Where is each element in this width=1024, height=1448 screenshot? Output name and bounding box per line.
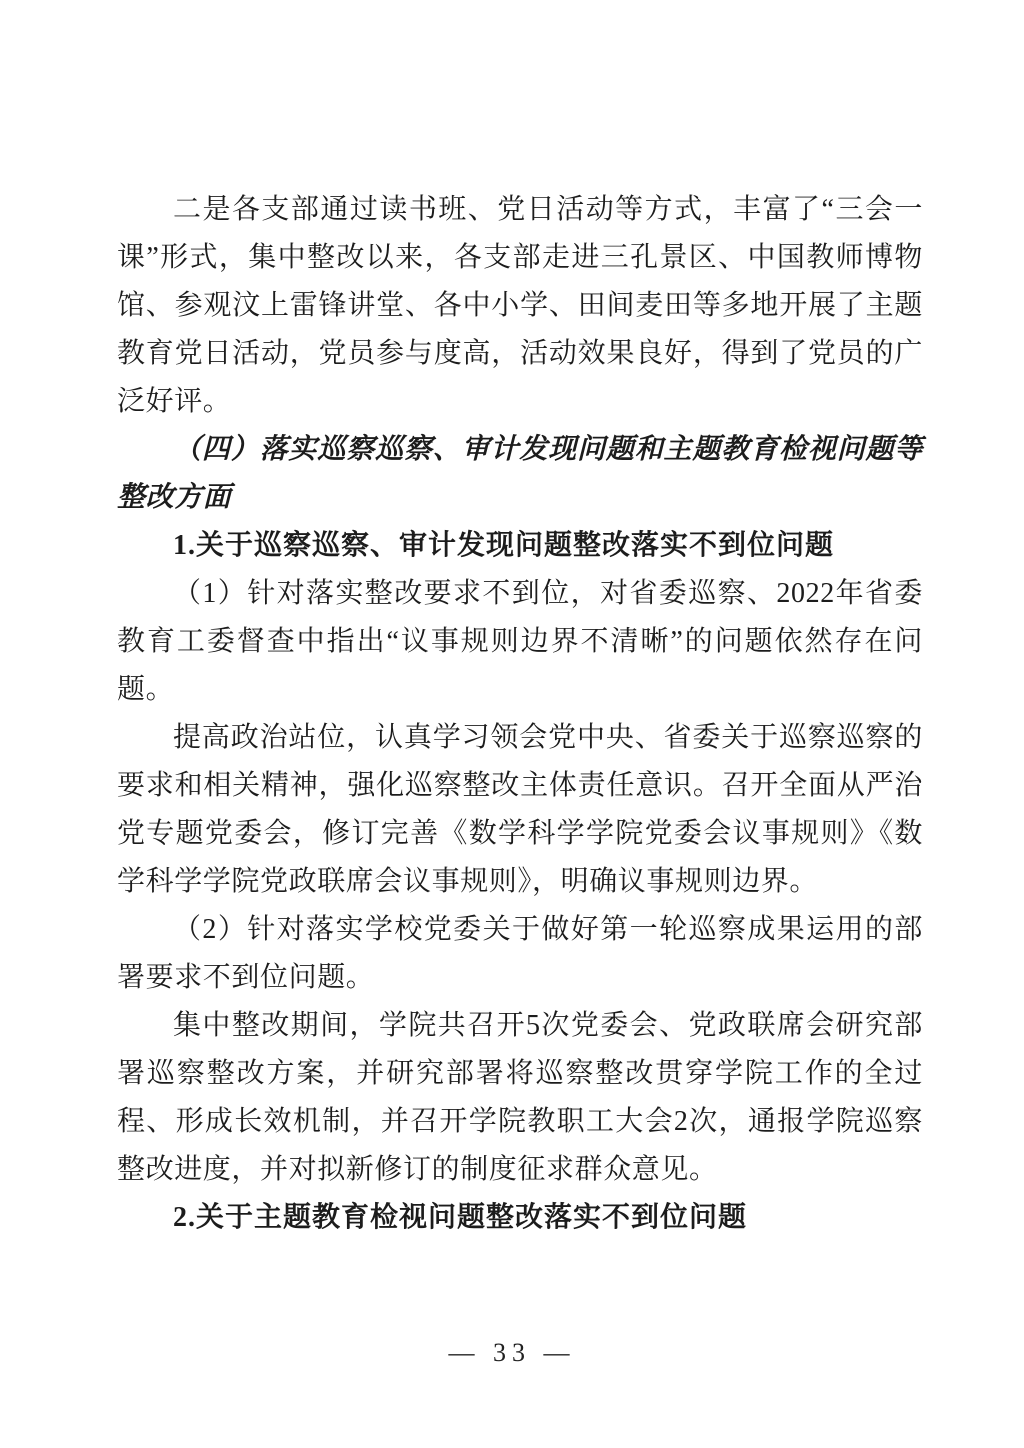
paragraph-item-2-problem: （2）针对落实学校党委关于做好第一轮巡察成果运用的部署要求不到位问题。 (117, 914, 923, 993)
document-body (117, 186, 923, 1242)
subheading-1-inspection-audit: 1.关于巡察巡察、审计发现问题整改落实不到位问题 (173, 530, 835, 561)
paragraph-item-1-problem: （1）针对落实整改要求不到位，对省委巡察、2022年省委教育工委督查中指出“议事规则边界不清晰”的问题依然存在问题。 (117, 578, 923, 705)
paragraph-branch-activities: 二是各支部通过读书班、党日活动等方式，丰富了“三会一课”形式，集中整改以来，各支部走进三孔景区、中国教师博物馆、参观汶上雷锋讲堂、各中小学、田间麦田等多地开展了主题教育党日活动，党员参与度高，活动效果良好，得到了党员的广泛好评。 (117, 194, 923, 417)
page-number: — 33 — (448, 1338, 576, 1367)
subheading-2-theme-education: 2.关于主题教育检视问题整改落实不到位问题 (173, 1202, 748, 1233)
section-heading-four: （四）落实巡察巡察、审计发现问题和主题教育检视问题等整改方面 (117, 434, 923, 513)
paragraph-item-2-measures: 集中整改期间，学院共召开5次党委会、党政联席会研究部署巡察整改方案，并研究部署将巡察整改贯穿学院工作的全过程、形成长效机制，并召开学院教职工大会2次，通报学院巡察整改进度，并对拟新修订的制度征求群众意见。 (117, 1010, 923, 1185)
paragraph-item-1-measures: 提高政治站位，认真学习领会党中央、省委关于巡察巡察的要求和相关精神，强化巡察整改主体责任意识。召开全面从严治党专题党委会，修订完善《数学科学学院党委会议事规则》《数学科学学院党政联席会议事规则》，明确议事规则边界。 (117, 722, 923, 897)
